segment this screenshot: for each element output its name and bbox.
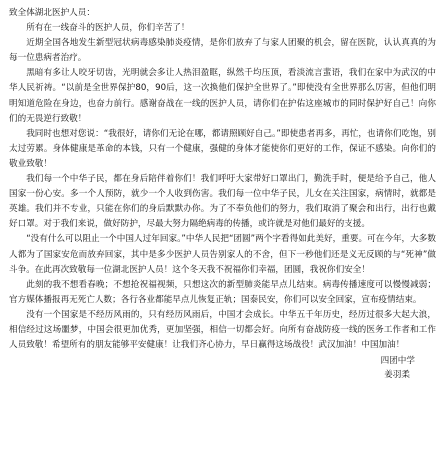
letter-paragraph-5: 我们每一个中华子民，都在身后陪伴着你们！我们呼吁大家带好口罩出门，勤洗手时，便是给予自己，他人 国家一份心安。多一个人预防，就少一个人收到伤害。我们每一位中华子民，儿女在关注国家，病情时，就都是英雄。我们并不专业，只能在你们的身后默默办你。为了不奉负他们的努力，我们取消了聚会和出行，出行也戴好口罩。对于我们来说，做好防护，尽最大努力隔绝病毒的传播，或许就是对他们最好的支援。: [9, 174, 436, 230]
letter-paragraph-6: “没有什么可以阻止一个中国人过年回家。”中华人民把“团圆”两个字看得如此美好，重要。可在今年，大多数人都为了国家安危而放弃回家，其中是多少医护人员告别家人的不舍，但下一秒他们还是义无反顾的与“死神”做斗争。在此再次致敬每一位湖北医护人员！这个冬天我不祝福你们幸福，团圆，我祝你们安全！: [9, 234, 436, 275]
letter-salutation: 致全体湖北医护人员：: [9, 8, 95, 18]
signature-author: 姜羽柔: [384, 369, 410, 380]
letter-paragraph-8: 没有一个国家是不经历风雨的，只有经历风雨后，中国才会成长。中华五千年历史，经历过很多大起大浪，相信经过这场噩梦，中国会很更加优秀，更加坚强，相信一切都会好。向所有奋战防疫一线的医务工作者和工作人员致敬！希望所有的朋友能够平安健康！让我们齐心协力，早日赢得这场战役！武汉加油！中国加油！: [9, 309, 436, 351]
signature-school: 四团中学: [380, 356, 415, 367]
letter-paragraph-4: 我同时也想对您说：“我很好，请你们无论在哪，都请照顾好自己。”即使患者再多，再忙，也请你们吃饱，别太过劳累。身体健康是革命的本钱，只有一个健康，强健的身体才能使你们更好的工作，保证不感染。向你们的敬业致敬！: [9, 128, 436, 169]
letter-body: [9, 21, 436, 353]
letter-paragraph-1: 所有在一线奋斗的医护人员，你们辛苦了！: [26, 23, 190, 34]
letter-paragraph-3: 黑暗有多让人咬牙切齿，光明就会多让人热泪盈眶，纵然千均压顶，看淡流言蜚语，我们在家中为武汉的中华人民祈祷。“以前是全世界保护80，90后，这一次换他们保护全世界了。”即使没有全世界那么厉害，但他们明明知道危险在身边，也奋力前行。感谢奋战在一线的医护人员，请你们在护佑这座城市的同时保护好自己！向你们的无畏逆行致敬！: [9, 68, 436, 124]
letter-paragraph-2: 近期全国各地发生新型冠状病毒感染肺炎疫情，是你们放弃了与家人团聚的机会，留在医院，认认真真的为每一位患病者治疗。: [9, 38, 436, 64]
letter-signature: [9, 355, 436, 382]
letter-paragraph-7: 此刻的我不想看春晚；不想抢祝福视频，只想这次的新型肺炎能早点儿结束。病毒传播速度可以慢慢减弱；官方媒体播报再无死亡人数；各行各业都能早点儿恢复正轨；国泰民安，你们可以安全回家，宣布疫情结束。: [9, 279, 436, 305]
